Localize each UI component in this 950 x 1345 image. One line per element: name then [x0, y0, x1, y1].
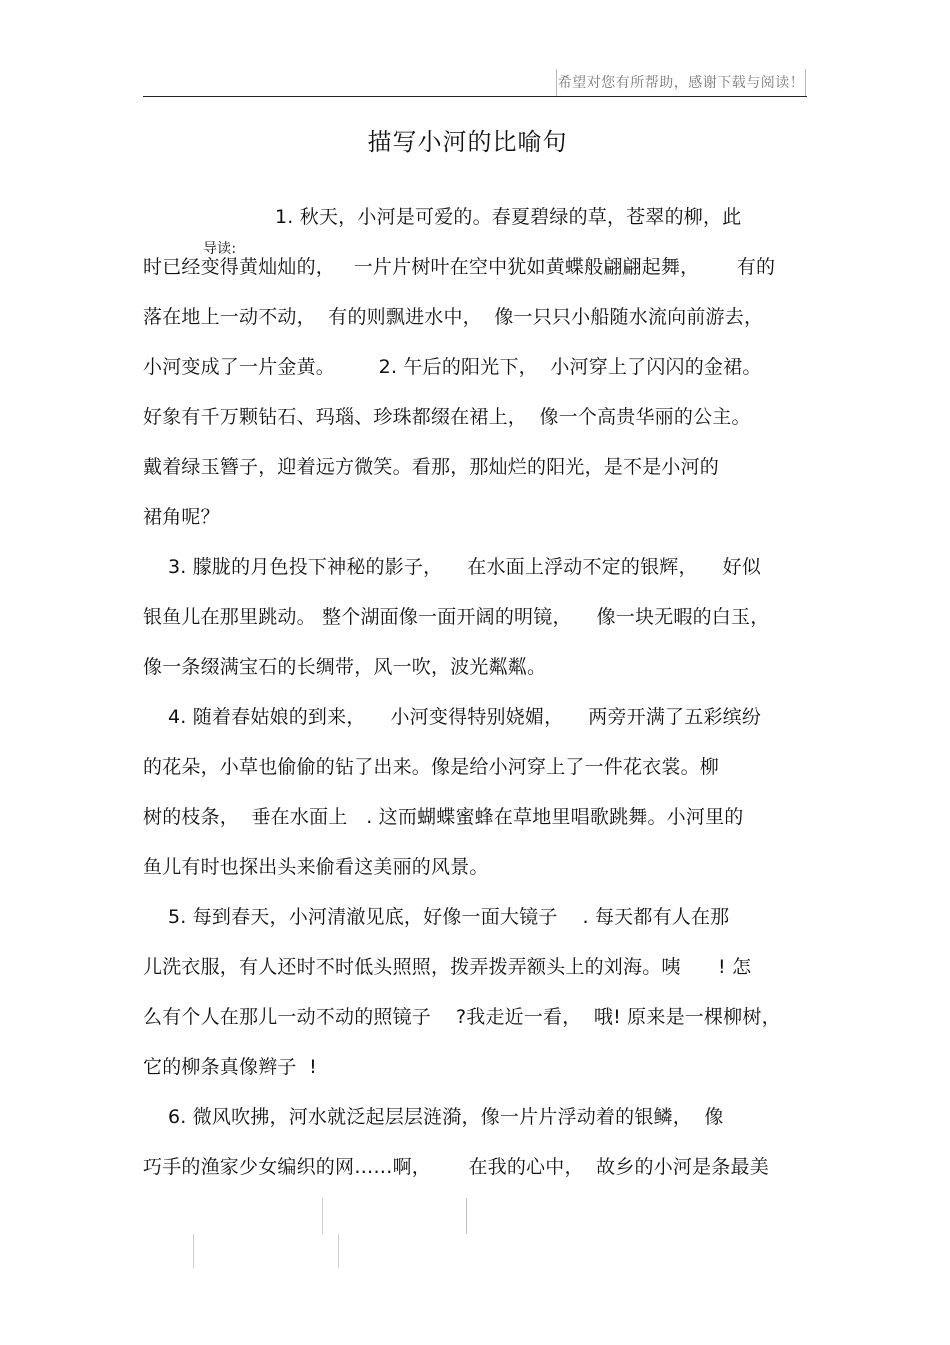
body-line: 像一条缀满宝石的长绸带，风一吹，波光粼粼。: [143, 656, 547, 678]
body-line: 1. 秋天，小河是可爱的。春夏碧绿的草，苍翠的柳，此: [275, 206, 742, 228]
scan-artifact-line: [322, 1198, 323, 1234]
body-line: 3. 朦胧的月色投下神秘的影子， 在水面上浮动不定的银辉， 好似: [143, 556, 762, 578]
body-line: 树的枝条， 垂在水面上 . 这而蝴蝶蜜蜂在草地里唱歌跳舞。小河里的: [143, 806, 744, 828]
header-tagline: 希望对您有所帮助，感谢下载与阅读！: [556, 69, 806, 97]
body-line: 落在地上一动不动， 有的则飘进水中， 像一只只小船随水流向前游去，: [143, 306, 764, 328]
body-line: 4. 随着春姑娘的到来， 小河变得特别娆媚， 两旁开满了五彩缤纷: [143, 706, 762, 728]
scan-artifact-line: [466, 1198, 467, 1234]
body-line: 戴着绿玉簪子，迎着远方微笑。看那，那灿烂的阳光，是不是小河的: [143, 456, 720, 478]
body-line: 6. 微风吹拂，河水就泛起层层涟漪，像一片片浮动着的银鳞， 像: [143, 1106, 724, 1128]
scan-artifact-line: [193, 1234, 194, 1268]
body-line: 时已经变得黄灿灿的， 一片片树叶在空中犹如黄蝶般翩翩起舞， 有的: [143, 256, 776, 278]
scan-artifact-line: [338, 1234, 339, 1268]
body-line: 好象有千万颗钻石、玛瑙、珍珠都缀在裙上， 像一个高贵华丽的公主。: [143, 406, 751, 428]
document-title: 描写小河的比喻句: [367, 128, 568, 156]
body-line: 儿洗衣服，有人还时不时低头照照，拨弄拨弄额头上的刘海。咦 ! 怎: [143, 956, 752, 978]
body-line: 的花朵，小草也偷偷的钻了出来。像是给小河穿上了一件花衣裳。柳: [143, 756, 720, 778]
body-line: 么有个人在那儿一动不动的照镜子 ?我走近一看， 哦! 原来是一棵柳树，: [143, 1006, 781, 1028]
header-divider: [143, 96, 807, 97]
body-line: 银鱼儿在那里跳动。 整个湖面像一面开阔的明镜， 像一块无暇的白玉，: [143, 606, 770, 628]
lead-label-text: 导读:: [202, 241, 237, 257]
body-line: 它的柳条真像辫子 !: [143, 1056, 317, 1078]
body-line: 鱼儿有时也探出头来偷看这美丽的风景。: [143, 856, 489, 878]
body-line: 裙角呢？: [143, 506, 220, 528]
body-line: 小河变成了一片金黄。 2. 午后的阳光下， 小河穿上了闪闪的金裙。: [143, 356, 762, 378]
body-line: 巧手的渔家少女编织的网……啊， 在我的心中， 故乡的小河是条最美: [143, 1156, 769, 1178]
body-line: 5. 每到春天，小河清澈见底，好像一面大镜子 . 每天都有人在那: [143, 906, 730, 928]
